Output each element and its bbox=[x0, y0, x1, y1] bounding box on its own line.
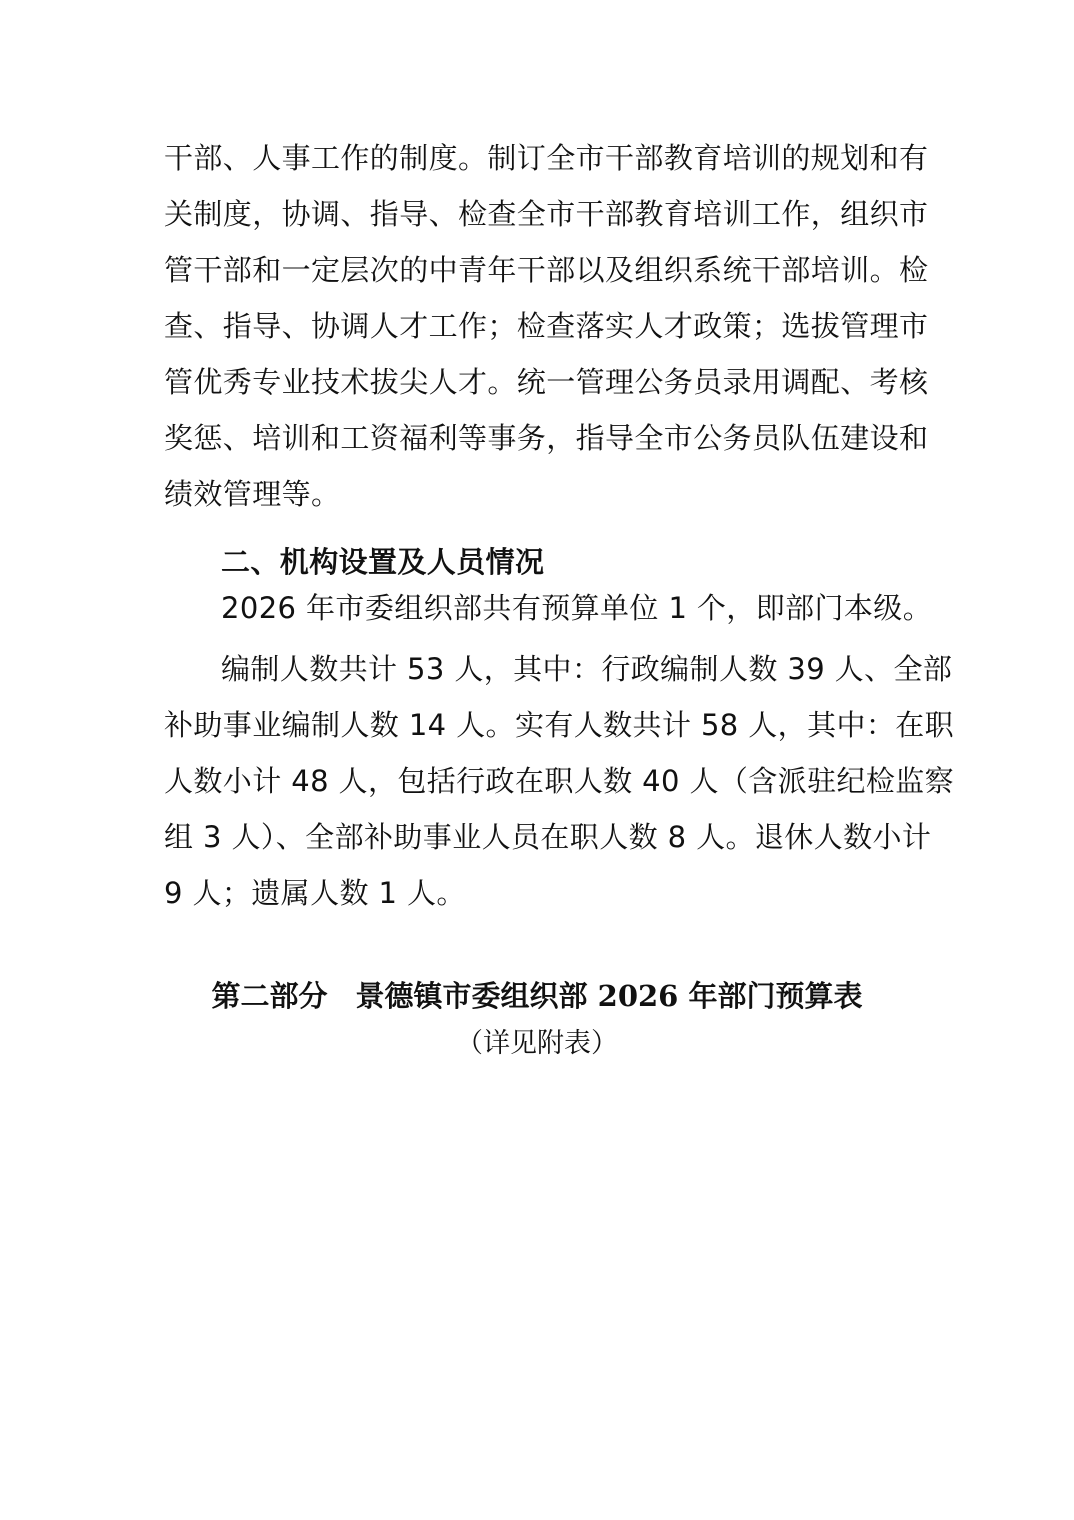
text-line: 奖惩、培训和工资福利等事务，指导全市公务员队伍建设和 bbox=[164, 421, 929, 455]
text-line: 绩效管理等。 bbox=[164, 477, 341, 511]
part-label: 第二部分 bbox=[211, 979, 328, 1013]
text-line: 2026 年市委组织部共有预算单位 1 个，即部门本级。 bbox=[221, 591, 933, 625]
text-line: 查、指导、协调人才工作；检查落实人才政策；选拔管理市 bbox=[164, 309, 929, 343]
text-line: 组 3 人）、全部补助事业人员在职人数 8 人。退休人数小计 bbox=[164, 820, 932, 854]
text-line: 人数小计 48 人，包括行政在职人数 40 人（含派驻纪检监察 bbox=[164, 764, 955, 798]
text-line: 补助事业编制人数 14 人。实有人数共计 58 人，其中：在职 bbox=[164, 708, 955, 742]
text-line: 干部、人事工作的制度。制订全市干部教育培训的规划和有 bbox=[164, 141, 929, 175]
text-line: 管优秀专业技术拔尖人才。统一管理公务员录用调配、考核 bbox=[164, 365, 929, 399]
part-title-text: 景德镇市委组织部 2026 年部门预算表 bbox=[355, 979, 863, 1013]
text-line: 9 人；遗属人数 1 人。 bbox=[164, 876, 466, 910]
text-line: 编制人数共计 53 人，其中：行政编制人数 39 人、全部 bbox=[221, 652, 953, 686]
part-title bbox=[0, 972, 1074, 1020]
attachment-note: （详见附表） bbox=[456, 1028, 618, 1059]
text-line: 管干部和一定层次的中青年干部以及组织系统干部培训。检 bbox=[164, 253, 929, 287]
budget-units-paragraph bbox=[164, 580, 933, 636]
staffing-paragraph bbox=[164, 641, 955, 921]
section-heading: 二、机构设置及人员情况 bbox=[221, 545, 545, 579]
text-line: 关制度，协调、指导、检查全市干部教育培训工作，组织市 bbox=[164, 197, 929, 231]
section-one-continued-paragraph bbox=[164, 130, 929, 522]
